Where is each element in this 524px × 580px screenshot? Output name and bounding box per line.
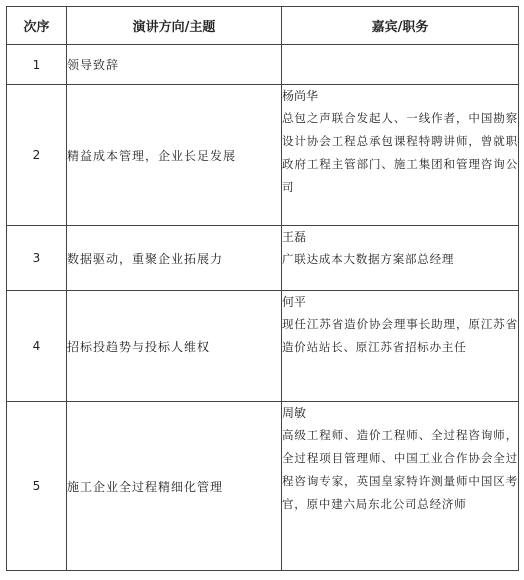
- header-topic: 演讲方向/主题: [67, 7, 282, 45]
- table-row: [7, 291, 519, 402]
- header-guest: 嘉宾/职务: [282, 7, 519, 45]
- row-order: 1: [7, 45, 67, 85]
- row-guest: [282, 291, 519, 402]
- table-row: [7, 45, 519, 85]
- row-guest: [282, 226, 519, 291]
- table-header-row: [7, 7, 519, 45]
- guest-name: 杨尚华: [282, 89, 319, 103]
- guest-title: 总包之声联合发起人、一线作者，中国勘察设计协会工程总承包课程特聘讲师，曾就职政府工程主管部门、施工集团和管理咨询公司: [282, 111, 518, 194]
- row-topic: 领导致辞: [67, 45, 282, 85]
- row-topic: 精益成本管理，企业长足发展: [67, 85, 282, 226]
- table-row: [7, 226, 519, 291]
- row-order: 4: [7, 291, 67, 402]
- row-order: 3: [7, 226, 67, 291]
- guest-title: 高级工程师、造价工程师、全过程咨询师，全过程项目管理师、中国工业合作协会全过程咨询专家，英国皇家特许测量师中国区考官，原中建六局东北公司总经济师: [282, 428, 518, 511]
- row-topic: 施工企业全过程精细化管理: [67, 402, 282, 571]
- guest-name: 周敏: [282, 406, 307, 420]
- table-row: [7, 402, 519, 571]
- row-topic: 招标投趋势与投标人维权: [67, 291, 282, 402]
- guest-name: 王磊: [282, 230, 307, 244]
- row-topic: 数据驱动，重聚企业拓展力: [67, 226, 282, 291]
- row-order: 2: [7, 85, 67, 226]
- table-row: [7, 85, 519, 226]
- header-order: 次序: [7, 7, 67, 45]
- row-guest: [282, 85, 519, 226]
- guest-name: 何平: [282, 295, 307, 309]
- row-guest: [282, 402, 519, 571]
- row-guest: [282, 45, 519, 85]
- schedule-table: [6, 6, 519, 571]
- guest-title: 广联达成本大数据方案部总经理: [282, 252, 455, 266]
- row-order: 5: [7, 402, 67, 571]
- guest-title: 现任江苏省造价协会理事长助理，原江苏省造价站站长、原江苏省招标办主任: [282, 317, 518, 354]
